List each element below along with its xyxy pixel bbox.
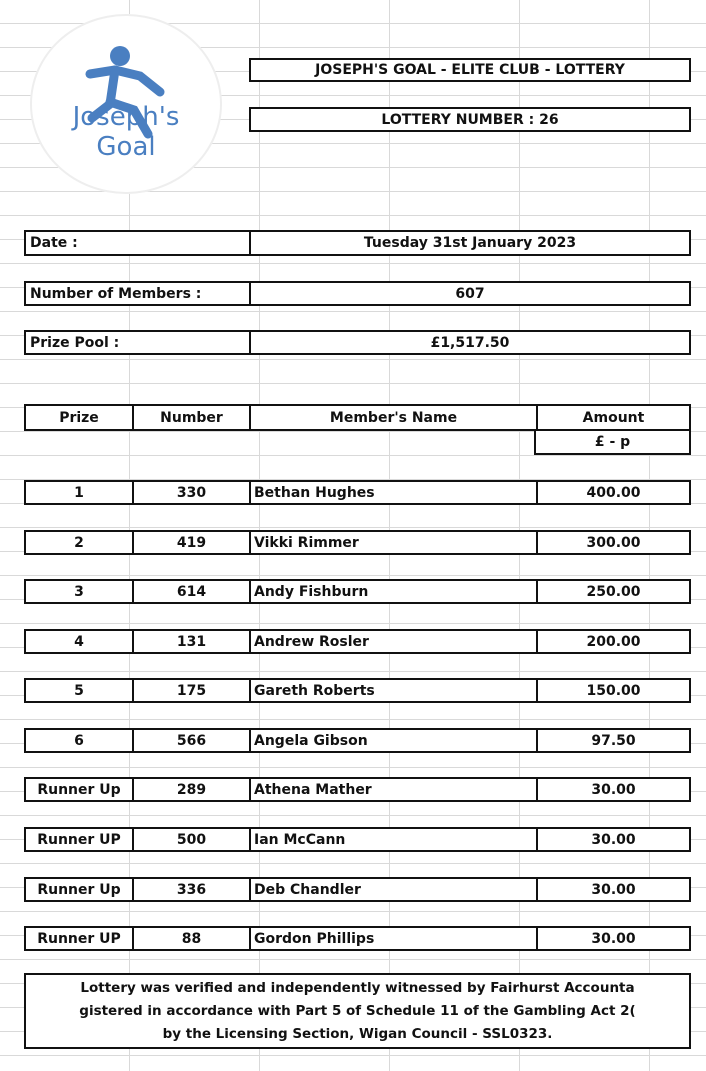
amount-cell: 30.00 — [536, 879, 689, 900]
date-label: Date : — [30, 235, 78, 251]
table-row — [24, 579, 691, 604]
table-row — [24, 629, 691, 654]
amount-cell: 250.00 — [536, 581, 689, 602]
table-row — [24, 678, 691, 703]
amount-unit: £ - p — [534, 429, 691, 455]
table-row — [24, 877, 691, 902]
member-name-cell: Angela Gibson — [249, 730, 536, 751]
member-name-cell: Andrew Rosler — [249, 631, 536, 652]
header-amount: Amount — [536, 406, 689, 429]
prize-cell: Runner Up — [37, 781, 121, 798]
table-header — [24, 404, 691, 431]
number-cell: 614 — [132, 581, 249, 602]
prize-cell: Runner UP — [37, 930, 121, 947]
lottery-number: LOTTERY NUMBER : 26 — [249, 107, 691, 132]
amount-cell: 30.00 — [536, 779, 689, 800]
member-name-cell: Athena Mather — [249, 779, 536, 800]
footer-line-3: by the Licensing Section, Wigan Council - SSL0323. — [162, 1025, 553, 1042]
prize-cell: 2 — [74, 534, 84, 551]
members-value: 607 — [249, 283, 689, 304]
number-cell: 500 — [132, 829, 249, 850]
table-row — [24, 827, 691, 852]
verification-note — [24, 973, 691, 1049]
member-name-cell: Andy Fishburn — [249, 581, 536, 602]
member-name-cell: Gordon Phillips — [249, 928, 536, 949]
number-cell: 289 — [132, 779, 249, 800]
members-label: Number of Members : — [30, 285, 202, 302]
logo-text-line2: Goal — [96, 132, 156, 162]
amount-cell: 97.50 — [536, 730, 689, 751]
amount-cell: 30.00 — [536, 829, 689, 850]
member-name-cell: Deb Chandler — [249, 879, 536, 900]
amount-cell: 400.00 — [536, 482, 689, 503]
number-cell: 131 — [132, 631, 249, 652]
club-title: JOSEPH'S GOAL - ELITE CLUB - LOTTERY — [249, 58, 691, 82]
prize-pool-label: Prize Pool : — [30, 334, 120, 351]
table-row — [24, 926, 691, 951]
amount-cell: 300.00 — [536, 532, 689, 553]
prize-cell: 6 — [74, 732, 84, 749]
table-row — [24, 480, 691, 505]
header-number: Number — [132, 406, 249, 429]
amount-cell: 200.00 — [536, 631, 689, 652]
prize-pool-value: £1,517.50 — [249, 332, 689, 353]
logo-text-line1: Joseph's — [72, 102, 180, 132]
header-member-name: Member's Name — [249, 406, 536, 429]
number-cell: 419 — [132, 532, 249, 553]
footer-line-2: gistered in accordance with Part 5 of Schedule 11 of the Gambling Act 2( — [79, 1002, 636, 1019]
prize-cell: 3 — [74, 583, 84, 600]
table-row — [24, 728, 691, 753]
amount-cell: 150.00 — [536, 680, 689, 701]
member-name-cell: Gareth Roberts — [249, 680, 536, 701]
number-cell: 336 — [132, 879, 249, 900]
prize-pool-row — [24, 330, 691, 355]
number-cell: 566 — [132, 730, 249, 751]
members-row — [24, 281, 691, 306]
prize-cell: Runner UP — [37, 831, 121, 848]
number-cell: 175 — [132, 680, 249, 701]
table-row — [24, 530, 691, 555]
prize-cell: 4 — [74, 633, 84, 650]
prize-cell: 5 — [74, 682, 84, 699]
date-row — [24, 230, 691, 256]
footer-line-1: Lottery was verified and independently witnessed by Fairhurst Accounta — [80, 979, 635, 996]
prize-cell: 1 — [74, 484, 84, 501]
prize-cell: Runner Up — [37, 881, 121, 898]
member-name-cell: Bethan Hughes — [249, 482, 536, 503]
amount-cell: 30.00 — [536, 928, 689, 949]
member-name-cell: Ian McCann — [249, 829, 536, 850]
number-cell: 330 — [132, 482, 249, 503]
josephs-goal-logo — [30, 14, 222, 194]
table-row — [24, 777, 691, 802]
header-prize: Prize — [59, 409, 99, 426]
member-name-cell: Vikki Rimmer — [249, 532, 536, 553]
number-cell: 88 — [132, 928, 249, 949]
date-value: Tuesday 31st January 2023 — [249, 232, 689, 254]
